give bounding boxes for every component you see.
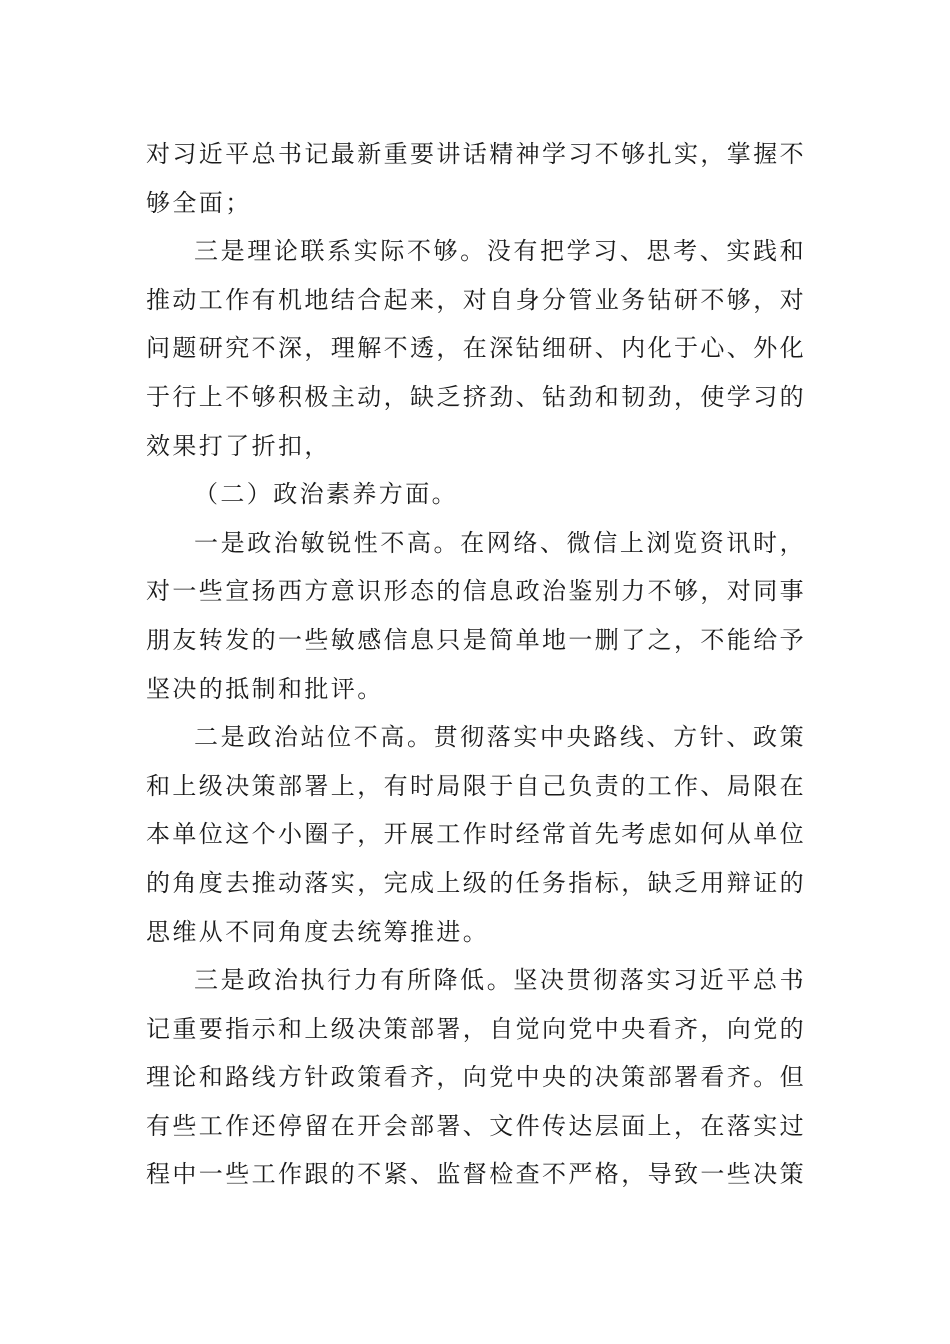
paragraph-continued: 对习近平总书记最新重要讲话精神学习不够扎实，掌握不够全面； [146,140,806,217]
section-heading-political-quality: （二）政治素养方面。 [194,480,458,509]
paragraph-theory-practice: 三是理论联系实际不够。没有把学习、思考、实践和推动工作有机地结合起来，对自身分管业务钻研不够，对问题研究不深，理解不透，在深钻细研、内化于心、外化于行上不够积极主动，缺乏挤劲、钻劲和韧劲，使学习的效果打了折扣， [146,237,806,460]
document-body [146,130,806,1199]
paragraph-political-stance: 二是政治站位不高。贯彻落实中央路线、方针、政策和上级决策部署上，有时局限于自己负责的工作、局限在本单位这个小圈子，开展工作时经常首先考虑如何从单位的角度去推动落实，完成上级的任务指标，缺乏用辩证的思维从不同角度去统筹推进。 [146,723,806,946]
paragraph-political-sensitivity: 一是政治敏锐性不高。在网络、微信上浏览资讯时，对一些宣扬西方意识形态的信息政治鉴别力不够，对同事朋友转发的一些敏感信息只是简单地一删了之，不能给予坚决的抵制和批评。 [146,528,806,703]
paragraph-political-execution: 三是政治执行力有所降低。坚决贯彻落实习近平总书记重要指示和上级决策部署，自觉向党中央看齐，向党的理论和路线方针政策看齐，向党中央的决策部署看齐。但有些工作还停留在开会部署、文件传达层面上，在落实过程中一些工作跟的不紧、监督检查不严格，导致一些决策 [146,966,806,1189]
